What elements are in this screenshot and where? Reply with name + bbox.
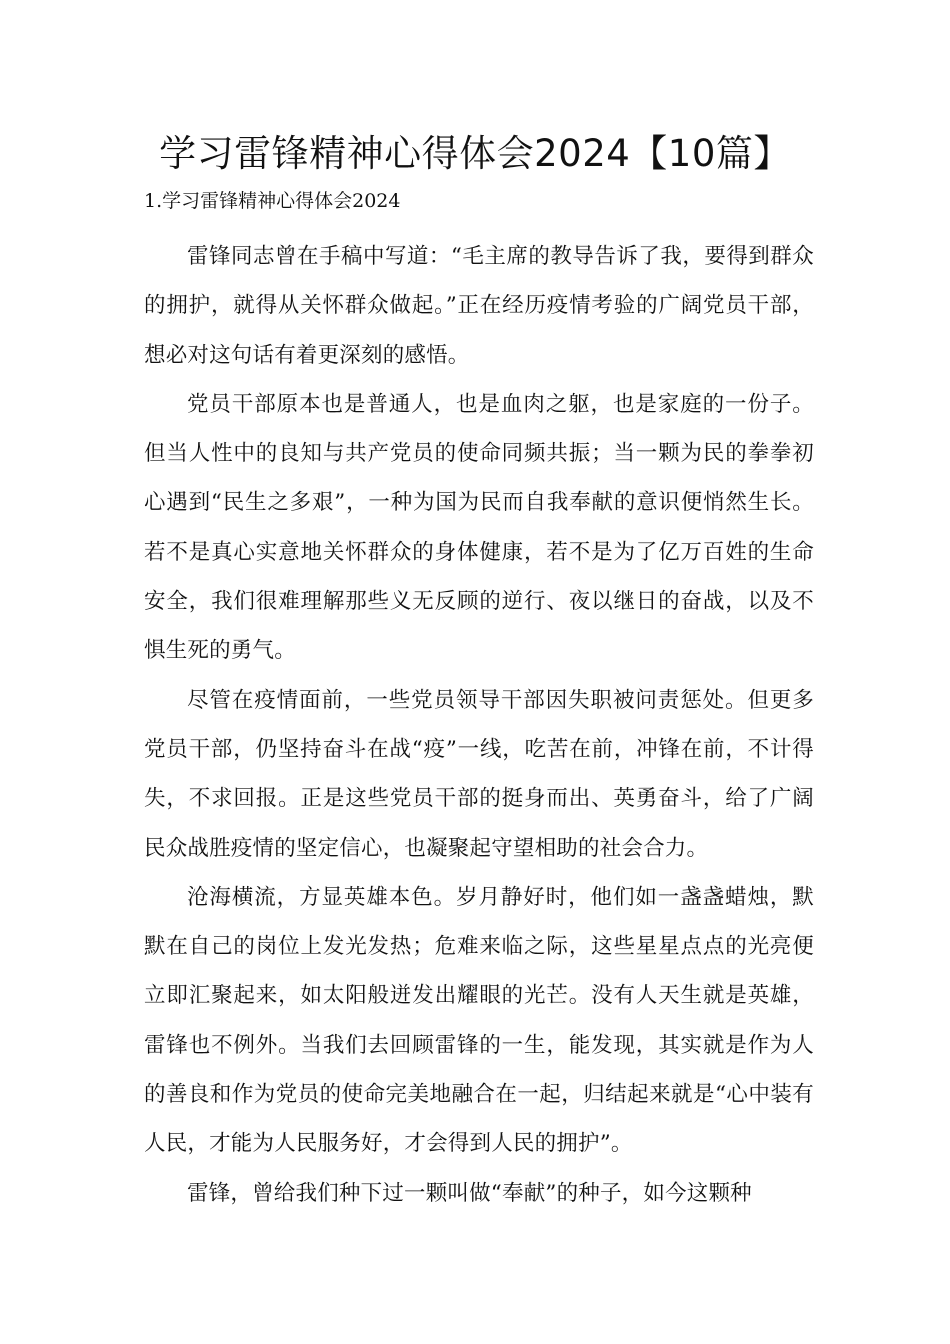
document-body	[144, 232, 814, 1218]
paragraph-4: 沧海横流，方显英雄本色。岁月静好时，他们如一盏盏蜡烛，默默在自己的岗位上发光发热；危难来临之际，这些星星点点的光亮便立即汇聚起来，如太阳般迸发出耀眼的光芒。没有人天生就是英雄，雷锋也不例外。当我们去回顾雷锋的一生，能发现，其实就是作为人的善良和作为党员的使命完美地融合在一起，归结起来就是“心中装有人民，才能为人民服务好，才会得到人民的拥护”。	[144, 884, 814, 1157]
document-title: 学习雷锋精神心得体会2024【10篇】	[159, 132, 791, 175]
paragraph-5: 雷锋，曾给我们种下过一颗叫做“奉献”的种子，如今这颗种	[187, 1180, 752, 1206]
section-heading: 1.学习雷锋精神心得体会2024	[144, 190, 401, 212]
paragraph-1: 雷锋同志曾在手稿中写道：“毛主席的教导告诉了我，要得到群众的拥护，就得从关怀群众做起。”正在经历疫情考验的广阔党员干部，想必对这句话有着更深刻的感悟。	[144, 244, 814, 368]
paragraph-3: 尽管在疫情面前，一些党员领导干部因失职被问责惩处。但更多党员干部，仍坚持奋斗在战“疫”一线，吃苦在前，冲锋在前，不计得失，不求回报。正是这些党员干部的挺身而出、英勇奋斗，给了广阔民众战胜疫情的坚定信心，也凝聚起守望相助的社会合力。	[144, 687, 814, 861]
paragraph-2: 党员干部原本也是普通人，也是血肉之躯，也是家庭的一份子。但当人性中的良知与共产党员的使命同频共振；当一颗为民的拳拳初心遇到“民生之多艰”，一种为国为民而自我奉献的意识便悄然生长。若不是真心实意地关怀群众的身体健康，若不是为了亿万百姓的生命安全，我们很难理解那些义无反顾的逆行、夜以继日的奋战，以及不惧生死的勇气。	[144, 391, 814, 664]
